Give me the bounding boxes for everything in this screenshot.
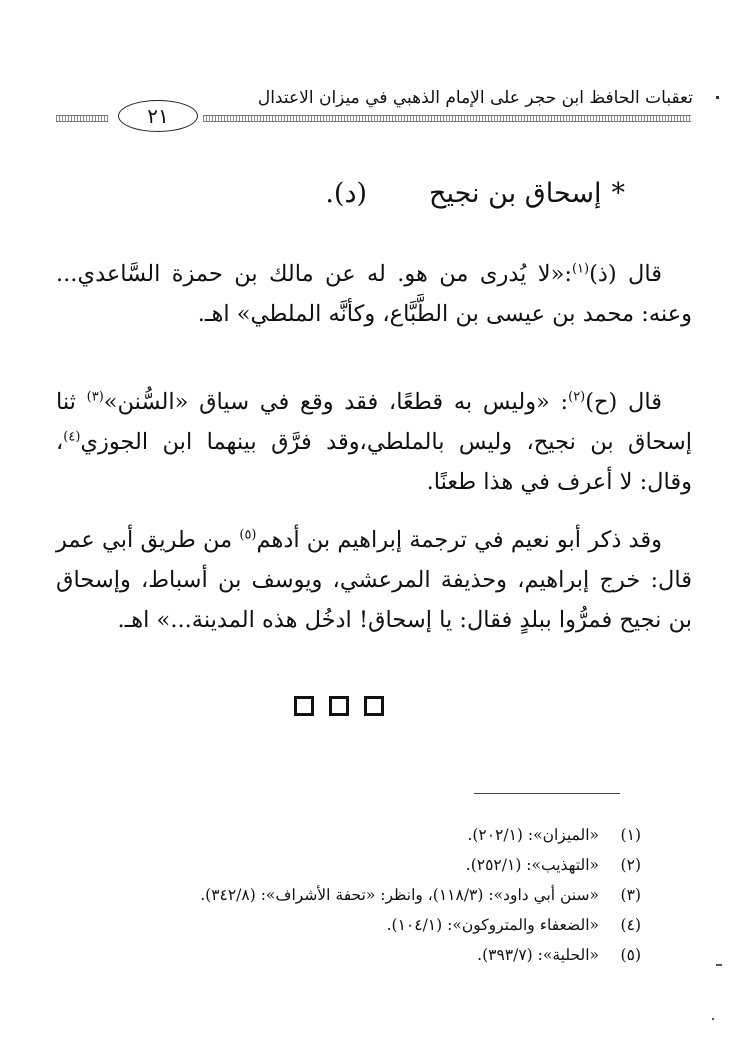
footnote-ref: (٣) (86, 389, 104, 405)
ornament-square-icon (329, 696, 349, 716)
footnote-text: «الميزان»: (٢٠٢/١). (467, 826, 599, 844)
footnote-ref: (١) (571, 261, 590, 277)
footnote-text: «الحلية»: (٣٩٣/٧). (477, 946, 599, 964)
paragraph-text: :«لا يُدرى من هو. له عن مالك بن حمزة السَّاعدي... وعنه: محمد بن عيسى بن الطَّبَّاع، وكأنَّه الملطي» اهـ. (56, 261, 692, 327)
paragraph-text: من طريق أبي عمر قال: خرج إبراهيم، وحذيفة المرعشي، ويوسف بن أسباط، وإسحاق بن نجيح فمرُّوا ببلدٍ فقال: يا إسحاق! ادخُل هذه المدينة...» اهـ. (56, 527, 692, 633)
footnote (41, 910, 641, 940)
footnote (41, 880, 641, 910)
section-ornament (294, 696, 384, 720)
paragraph-text: : «وليس به قطعًا، فقد وقع في سياق «السُّنن» (103, 389, 569, 415)
footnotes (41, 820, 641, 970)
header-rule-left (56, 115, 108, 122)
paragraph-text: قال (ذ) (589, 261, 663, 287)
footnote-separator (474, 793, 620, 794)
footnote-text: «التهذيب»: (٢٥٢/١). (465, 856, 599, 874)
paragraph-dhahabi (56, 254, 692, 334)
footnote-ref: (٢) (568, 389, 586, 405)
page-number: ٢١ (118, 100, 198, 132)
footnote (41, 850, 641, 880)
entry-name: إسحاق بن نجيح (429, 178, 602, 209)
footnote-number: (١) (620, 826, 641, 844)
ornament-square-icon (364, 696, 384, 716)
footnote-number: (٥) (620, 946, 641, 964)
paragraph-hafiz (56, 382, 692, 502)
entry-code: (د). (325, 178, 368, 209)
asterisk-icon: * (611, 178, 625, 209)
scan-speck (716, 964, 722, 966)
footnote (41, 820, 641, 850)
paragraph-text: ، وقال: لا أعرف في هذا طعنًا. (56, 429, 692, 495)
paragraph-text: قال (ح) (585, 389, 662, 415)
footnote-ref: (٥) (239, 527, 257, 543)
header-rule-right (203, 115, 691, 122)
scan-speck (712, 1018, 714, 1020)
paragraph-abu-nuaym (56, 520, 692, 640)
footnote-number: (٢) (620, 856, 641, 874)
footnote (41, 940, 641, 970)
footnote-text: «الضعفاء والمتروكون»: (١٠٤/١). (386, 916, 599, 934)
ornament-square-icon (294, 696, 314, 716)
paragraph-text: وقد ذكر أبو نعيم في ترجمة إبراهيم بن أدهم (256, 527, 662, 553)
footnote-number: (٣) (620, 886, 641, 904)
footnote-ref: (٤) (63, 429, 81, 445)
footnote-number: (٤) (620, 916, 641, 934)
entry-heading (225, 178, 625, 209)
running-title: تعقبات الحافظ ابن حجر على الإمام الذهبي في ميزان الاعتدال (257, 88, 693, 108)
footnote-text: «سنن أبي داود»: (١١٨/٣)، وانظر: «تحفة الأشراف»: (٣٤٢/٨). (200, 886, 599, 904)
paragraph-text: ثنا إسحاق بن نجيح، وليس بالملطي،وقد فرَّق بينهما ابن الجوزي (56, 389, 692, 455)
scan-speck (716, 96, 719, 99)
